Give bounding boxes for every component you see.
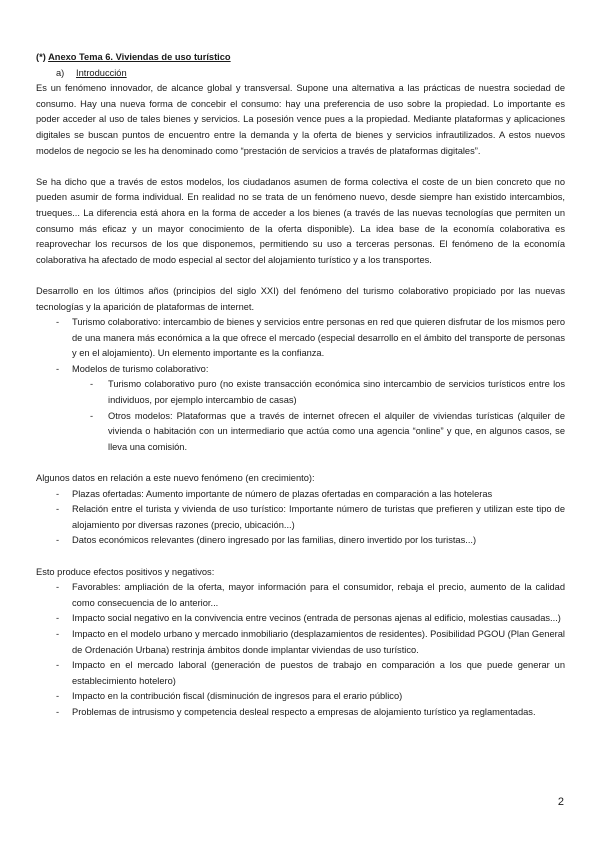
- list-item: [36, 362, 565, 456]
- list-item: - Datos económicos relevantes (dinero ingresado por las familias, dinero invertido por los turistas...): [36, 533, 565, 549]
- title-text: Anexo Tema 6. Viviendas de uso turístico: [48, 52, 231, 62]
- efectos-list: [36, 580, 565, 720]
- section-label: a): [56, 67, 65, 78]
- sublist-item: - Otros modelos: Plataformas que a través de internet ofrecen el alquiler de viviendas turísticas (alquiler de vivienda o habitación con un intermediario que actúa como una agencia “online” y que, en algunos casos, se lleva una comisión.: [72, 409, 565, 456]
- list-item: - Impacto social negativo en la convivencia entre vecinos (entrada de personas ajenas al edificio, molestias causadas...): [36, 611, 565, 627]
- title-prefix: (*): [36, 52, 49, 62]
- section-title: Introducción: [76, 67, 127, 78]
- list-item-text: Modelos de turismo colaborativo:: [72, 363, 209, 374]
- section-heading: [56, 66, 565, 82]
- list-item: - Impacto en el mercado laboral (generación de puestos de trabajo en comparación a los que puede generar un establecimiento hotelero): [36, 658, 565, 689]
- turismo-list: [36, 315, 565, 455]
- list-item: - Problemas de intrusismo y competencia desleal respecto a empresas de alojamiento turístico ya reglamentadas.: [36, 705, 565, 721]
- page-number: 2: [557, 796, 564, 808]
- list-item: - Favorables: ampliación de la oferta, mayor información para el consumidor, rebaja el precio, aumento de la calidad como consecuencia de lo anterior...: [36, 580, 565, 611]
- list-item: - Turismo colaborativo: intercambio de bienes y servicios entre personas en red que quieren disfrutar de los mismos pero de una manera más económica a la que ofrece el mercado (especial desarrollo en el ámbito del transporte de personas y en el alojamiento). Un elemento importante es la confianza.: [36, 315, 565, 362]
- datos-list: [36, 487, 565, 549]
- list-item: - Impacto en la contribución fiscal (disminución de ingresos para el erario público): [36, 689, 565, 705]
- sublist-item: - Turismo colaborativo puro (no existe transacción económica sino intercambio de servicios turísticos entre los individuos, por ejemplo intercambio de casas): [72, 377, 565, 408]
- paragraph-efectos-intro: Esto produce efectos positivos y negativos:: [36, 566, 215, 577]
- list-item: - Relación entre el turista y vivienda de uso turístico: Importante número de turistas que prefieren y utilizan este tipo de alojamiento por diversas razones (precio, ubicación...): [36, 502, 565, 533]
- document-title: [36, 50, 565, 66]
- paragraph-datos-intro: Algunos datos en relación a este nuevo fenómeno (en crecimiento):: [36, 473, 315, 484]
- list-item: - Impacto en el modelo urbano y mercado inmobiliario (desplazamientos de residentes). Posibilidad PGOU (Plan General de Ordenación Urbana) restrinja ámbitos donde implantar viviendas de uso turístico.: [36, 627, 565, 658]
- paragraph-desarrollo: Desarrollo en los últimos años (principios del siglo XXI) del fenómeno del turismo colaborativo propiciado por las nuevas tecnologías y la aparición de plataformas de internet.: [36, 285, 565, 312]
- paragraph-colectiva: Se ha dicho que a través de estos modelos, los ciudadanos asumen de forma colectiva el coste de un bien concreto que no pueden asumir de forma individual. En realidad no se trata de un fenómeno nuevo, desde siempre han existido intercambios, trueques... La diferencia está ahora en la forma de acceder a los bienes (a través de las nuevas tecnologías que permiten un consumo más eficaz y un mayor conocimiento de la oferta disponible). La idea base de la economía colaborativa es reaprovechar los recursos de los que disponemos, permitiendo su uso a terceras personas. El fenómeno de la economía colaborativa ha afectado de modo especial al sector del alojamiento turístico y a los transportes.: [36, 176, 565, 265]
- paragraph-intro: Es un fenómeno innovador, de alcance global y transversal. Supone una alternativa a las prácticas de nuestra sociedad de consumo. Hay una nueva forma de concebir el consumo: hay una preferencia de uso sobre la propiedad. Lo importante es poder acceder al uso de tales bienes y servicios. La posesión vence pues a la propiedad. Mediante plataformas y aplicaciones digitales se buscan puntos de encuentro entre la demanda y la oferta de bienes y servicios infrautilizados. A estos nuevos modelos de negocio se les ha denominado como “prestación de servicios a través de plataformas digitales”.: [36, 83, 565, 156]
- modelos-sublist: [72, 377, 565, 455]
- document-body: [36, 50, 565, 721]
- list-item: - Plazas ofertadas: Aumento importante de número de plazas ofertadas en comparación a las hoteleras: [36, 487, 565, 503]
